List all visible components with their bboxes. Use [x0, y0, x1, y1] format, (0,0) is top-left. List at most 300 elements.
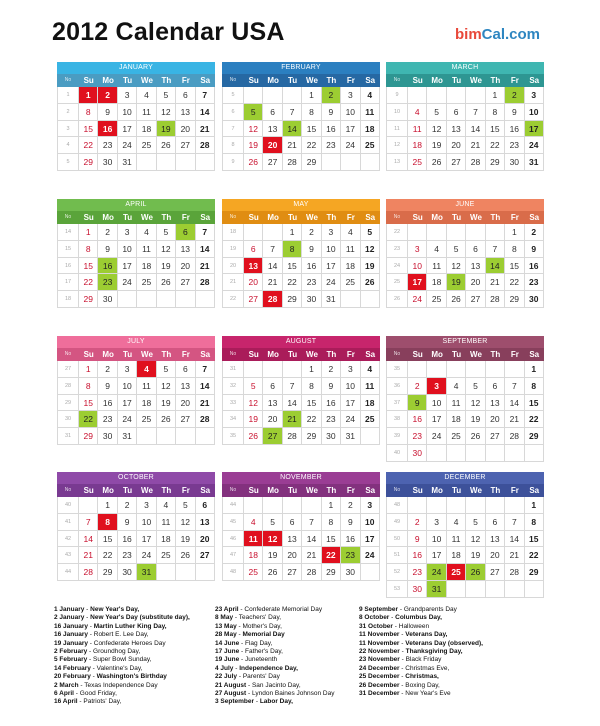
day-cell: 4	[361, 361, 380, 378]
day-cell: 7	[263, 241, 282, 258]
weekday-label: Mo	[267, 76, 279, 85]
holiday-entry: 16 January - Robert E. Lee Day,	[54, 631, 149, 639]
day-cell: 18	[137, 121, 156, 138]
weekday-label: No	[229, 77, 237, 83]
week-number: 5	[57, 154, 79, 171]
weekday-label: Th	[161, 350, 172, 359]
day-cell: 11	[157, 514, 176, 531]
day-cell: 14	[283, 395, 302, 412]
holiday-column	[54, 606, 215, 707]
day-cell: 8	[525, 514, 544, 531]
day-cell: 4	[408, 104, 427, 121]
day-cell: 18	[341, 258, 360, 275]
empty-cell	[137, 428, 156, 445]
day-cell: 13	[486, 531, 505, 548]
empty-cell	[447, 581, 466, 598]
empty-cell	[176, 428, 195, 445]
week-number: 4	[57, 137, 79, 154]
holiday-entry: 9 September - Grandparents Day	[359, 606, 457, 613]
day-cell: 12	[466, 531, 485, 548]
day-cell: 16	[322, 395, 341, 412]
day-cell: 6	[486, 514, 505, 531]
month-title: JULY	[57, 336, 215, 348]
weekday-header	[386, 74, 544, 87]
observance-day-cell: 24	[427, 564, 446, 581]
day-cell: 8	[79, 241, 98, 258]
day-cell: 4	[447, 378, 466, 395]
week-number: 12	[386, 137, 408, 154]
holiday-day-cell: 11	[244, 531, 263, 548]
day-cell: 21	[302, 547, 321, 564]
day-cell: 16	[98, 395, 117, 412]
day-cell: 20	[283, 547, 302, 564]
day-cell: 13	[263, 395, 282, 412]
day-cell: 11	[447, 531, 466, 548]
day-cell: 21	[505, 411, 524, 428]
day-cell: 20	[263, 411, 282, 428]
week-number: 2	[57, 104, 79, 121]
day-cell: 1	[98, 497, 117, 514]
weekday-label: Th	[161, 213, 172, 222]
day-cell: 26	[361, 274, 380, 291]
day-cell: 8	[79, 104, 98, 121]
weekday-label: No	[64, 77, 72, 83]
empty-cell	[196, 154, 215, 171]
day-cell: 7	[196, 87, 215, 104]
holiday-entry: 14 February - Valentine's Day,	[54, 664, 143, 672]
weekday-label: Su	[412, 486, 423, 495]
day-cell: 3	[427, 514, 446, 531]
empty-cell	[466, 497, 485, 514]
day-cell: 19	[157, 395, 176, 412]
month-december	[386, 472, 544, 598]
weekday-label: Fr	[181, 76, 190, 85]
week-number: 51	[386, 547, 408, 564]
day-cell: 5	[361, 224, 380, 241]
holiday-entry: 2 January - New Year's Day (substitute day),	[54, 614, 190, 622]
day-cell: 1	[302, 361, 321, 378]
day-cell: 13	[466, 258, 485, 275]
weekday-label: Mo	[431, 76, 443, 85]
day-cell: 7	[505, 378, 524, 395]
weekday-label: Mo	[267, 350, 279, 359]
weekday-label: Sa	[365, 213, 376, 222]
day-cell: 8	[302, 378, 321, 395]
day-grid	[222, 224, 380, 308]
day-cell: 2	[98, 224, 117, 241]
weekday-label: No	[229, 351, 237, 357]
day-cell: 5	[466, 514, 485, 531]
day-cell: 25	[244, 564, 263, 581]
observance-day-cell: 31	[427, 581, 446, 598]
day-cell: 15	[525, 395, 544, 412]
day-cell: 13	[263, 121, 282, 138]
holiday-entry: 2 February - Groundhog Day,	[54, 648, 141, 656]
day-cell: 15	[79, 258, 98, 275]
empty-cell	[176, 154, 195, 171]
day-cell: 26	[447, 291, 466, 308]
day-cell: 25	[157, 547, 176, 564]
day-cell: 16	[322, 121, 341, 138]
day-cell: 27	[244, 291, 263, 308]
week-number: 42	[57, 531, 79, 548]
day-cell: 9	[118, 514, 137, 531]
logo-part-2: Cal.com	[481, 26, 541, 43]
day-grid	[222, 361, 380, 445]
day-cell: 11	[447, 395, 466, 412]
day-cell: 31	[118, 428, 137, 445]
day-cell: 27	[486, 564, 505, 581]
day-cell: 4	[341, 224, 360, 241]
day-cell: 28	[486, 291, 505, 308]
weekday-label: Th	[326, 486, 337, 495]
day-cell: 12	[466, 395, 485, 412]
day-cell: 26	[157, 411, 176, 428]
week-number: 24	[386, 258, 408, 275]
day-cell: 4	[157, 497, 176, 514]
empty-cell	[157, 291, 176, 308]
day-cell: 3	[118, 224, 137, 241]
empty-cell	[486, 224, 505, 241]
day-cell: 10	[137, 514, 156, 531]
week-number: 5	[222, 87, 244, 104]
day-cell: 23	[505, 137, 524, 154]
day-cell: 17	[118, 121, 137, 138]
week-number: 45	[222, 514, 244, 531]
day-cell: 20	[447, 137, 466, 154]
weekday-label: We	[470, 76, 482, 85]
day-cell: 1	[486, 87, 505, 104]
day-cell: 23	[118, 547, 137, 564]
day-cell: 29	[505, 291, 524, 308]
week-number: 52	[386, 564, 408, 581]
empty-cell	[427, 497, 446, 514]
day-cell: 20	[466, 274, 485, 291]
holiday-entry: 26 December - Boxing Day,	[359, 681, 440, 689]
weekday-header	[222, 74, 380, 87]
day-cell: 12	[244, 121, 263, 138]
day-cell: 8	[79, 378, 98, 395]
day-cell: 19	[263, 547, 282, 564]
day-cell: 30	[408, 445, 427, 462]
weekday-header	[222, 348, 380, 361]
day-cell: 21	[466, 137, 485, 154]
weekday-label: Su	[412, 213, 423, 222]
empty-cell	[486, 445, 505, 462]
weekday-label: Sa	[200, 486, 211, 495]
week-number: 32	[222, 378, 244, 395]
day-cell: 23	[408, 564, 427, 581]
empty-cell	[244, 361, 263, 378]
holiday-entry: 17 June - Father's Day,	[215, 648, 283, 656]
day-cell: 26	[176, 547, 195, 564]
month-september	[386, 336, 544, 462]
week-number: 25	[386, 274, 408, 291]
day-cell: 23	[302, 274, 321, 291]
empty-cell	[283, 87, 302, 104]
day-cell: 2	[322, 361, 341, 378]
day-cell: 22	[525, 411, 544, 428]
day-cell: 6	[466, 241, 485, 258]
empty-cell	[118, 291, 137, 308]
month-title: APRIL	[57, 199, 215, 211]
day-cell: 1	[525, 497, 544, 514]
holiday-day-cell: 2	[98, 87, 117, 104]
day-cell: 17	[118, 258, 137, 275]
day-cell: 18	[157, 531, 176, 548]
day-cell: 10	[341, 378, 360, 395]
day-cell: 9	[98, 104, 117, 121]
day-cell: 20	[196, 531, 215, 548]
day-cell: 6	[176, 87, 195, 104]
weekday-label: We	[141, 76, 153, 85]
observance-day-cell: 19	[157, 121, 176, 138]
weekday-label: Su	[83, 350, 94, 359]
holiday-entry: 21 August - San Jacinto Day,	[215, 681, 301, 689]
holiday-entry: 8 May - Teachers' Day,	[215, 614, 282, 622]
day-cell: 15	[79, 121, 98, 138]
day-cell: 5	[427, 104, 446, 121]
day-cell: 14	[196, 378, 215, 395]
day-cell: 10	[408, 258, 427, 275]
day-cell: 1	[525, 361, 544, 378]
day-cell: 2	[118, 497, 137, 514]
week-number: 48	[222, 564, 244, 581]
holiday-entry: 27 August - Lyndon Baines Johnson Day	[215, 690, 335, 698]
day-cell: 22	[79, 274, 98, 291]
day-cell: 27	[176, 274, 195, 291]
weekday-header	[57, 348, 215, 361]
weekday-header	[386, 484, 544, 497]
day-cell: 21	[263, 274, 282, 291]
day-cell: 4	[137, 87, 156, 104]
day-cell: 17	[361, 531, 380, 548]
observance-day-cell: 26	[466, 564, 485, 581]
weekday-header	[57, 211, 215, 224]
month-january	[57, 62, 215, 171]
weekday-label: Sa	[529, 76, 540, 85]
holiday-entry: 11 November - Veterans Day (observed),	[359, 639, 483, 647]
day-cell: 30	[98, 154, 117, 171]
week-number: 47	[222, 547, 244, 564]
empty-cell	[447, 87, 466, 104]
weekday-label: No	[64, 487, 72, 493]
day-cell: 31	[525, 154, 544, 171]
holiday-entry: 19 June - Juneteenth	[215, 656, 278, 664]
weekday-label: Sa	[200, 76, 211, 85]
week-number: 27	[57, 361, 79, 378]
weekday-label: Mo	[102, 486, 114, 495]
weekday-label: Fr	[510, 213, 519, 222]
day-cell: 2	[408, 378, 427, 395]
day-grid	[222, 497, 380, 581]
weekday-header	[57, 484, 215, 497]
day-cell: 6	[263, 378, 282, 395]
holiday-entry: 16 April - Patriots' Day,	[54, 698, 122, 706]
day-cell: 7	[505, 514, 524, 531]
week-number: 19	[222, 241, 244, 258]
empty-cell	[137, 154, 156, 171]
day-cell: 1	[322, 497, 341, 514]
day-cell: 30	[525, 291, 544, 308]
week-number: 33	[222, 395, 244, 412]
observance-day-cell: 2	[505, 87, 524, 104]
empty-cell	[427, 361, 446, 378]
empty-cell	[263, 224, 282, 241]
day-cell: 14	[263, 258, 282, 275]
day-cell: 31	[118, 154, 137, 171]
weekday-header	[386, 211, 544, 224]
day-cell: 6	[196, 497, 215, 514]
weekday-label: Mo	[267, 213, 279, 222]
day-cell: 26	[157, 274, 176, 291]
weekday-label: Tu	[122, 486, 133, 495]
holiday-day-cell: 3	[427, 378, 446, 395]
holiday-entry: 8 October - Columbus Day,	[359, 614, 442, 622]
empty-cell	[341, 291, 360, 308]
weekday-header	[222, 484, 380, 497]
day-cell: 7	[79, 514, 98, 531]
week-number: 10	[386, 104, 408, 121]
weekday-label: Mo	[102, 213, 114, 222]
day-cell: 9	[408, 531, 427, 548]
day-cell: 8	[525, 378, 544, 395]
weekday-label: We	[141, 486, 153, 495]
day-cell: 6	[263, 104, 282, 121]
day-cell: 20	[486, 547, 505, 564]
weekday-label: We	[141, 213, 153, 222]
weekday-label: Fr	[346, 350, 355, 359]
day-cell: 16	[341, 531, 360, 548]
day-cell: 19	[157, 258, 176, 275]
day-cell: 11	[137, 241, 156, 258]
day-cell: 11	[427, 258, 446, 275]
weekday-label: We	[306, 350, 318, 359]
day-cell: 26	[157, 137, 176, 154]
day-cell: 2	[525, 224, 544, 241]
holiday-entry: 23 November - Black Friday	[359, 656, 442, 664]
weekday-label: No	[393, 351, 401, 357]
day-cell: 30	[302, 291, 321, 308]
observance-day-cell: 14	[486, 258, 505, 275]
weekday-label: Su	[83, 76, 94, 85]
day-cell: 19	[361, 258, 380, 275]
brand-logo[interactable]	[455, 26, 540, 43]
holiday-day-cell: 13	[244, 258, 263, 275]
day-cell: 18	[408, 137, 427, 154]
holiday-column	[215, 606, 359, 707]
day-cell: 28	[79, 564, 98, 581]
day-cell: 13	[176, 104, 195, 121]
day-cell: 3	[525, 87, 544, 104]
day-cell: 6	[176, 361, 195, 378]
empty-cell	[505, 581, 524, 598]
month-title: JANUARY	[57, 62, 215, 74]
empty-cell	[447, 224, 466, 241]
week-number: 40	[57, 497, 79, 514]
day-cell: 5	[244, 378, 263, 395]
day-cell: 1	[505, 224, 524, 241]
day-cell: 20	[176, 258, 195, 275]
day-grid	[386, 224, 544, 308]
day-cell: 29	[283, 291, 302, 308]
week-number: 53	[386, 581, 408, 598]
observance-day-cell: 8	[283, 241, 302, 258]
day-cell: 15	[525, 531, 544, 548]
weekday-label: Fr	[181, 486, 190, 495]
day-cell: 22	[302, 411, 321, 428]
day-cell: 18	[447, 547, 466, 564]
day-cell: 27	[176, 411, 195, 428]
weekday-label: Th	[490, 76, 501, 85]
weekday-label: We	[306, 213, 318, 222]
day-cell: 12	[244, 395, 263, 412]
day-cell: 24	[118, 137, 137, 154]
day-cell: 14	[196, 241, 215, 258]
day-cell: 29	[79, 154, 98, 171]
week-number: 36	[386, 378, 408, 395]
day-cell: 19	[466, 411, 485, 428]
month-title: JUNE	[386, 199, 544, 211]
day-cell: 25	[408, 154, 427, 171]
day-cell: 4	[447, 514, 466, 531]
day-cell: 3	[408, 241, 427, 258]
holiday-day-cell: 17	[408, 274, 427, 291]
day-cell: 3	[361, 497, 380, 514]
day-cell: 30	[98, 428, 117, 445]
observance-day-cell: 21	[283, 411, 302, 428]
day-cell: 19	[244, 411, 263, 428]
weekday-label: Th	[490, 486, 501, 495]
week-number: 28	[57, 378, 79, 395]
empty-cell	[408, 361, 427, 378]
day-cell: 20	[244, 274, 263, 291]
empty-cell	[466, 361, 485, 378]
weekday-label: Su	[248, 213, 259, 222]
day-cell: 3	[341, 361, 360, 378]
day-cell: 26	[244, 154, 263, 171]
day-cell: 10	[341, 104, 360, 121]
weekday-label: Fr	[346, 76, 355, 85]
day-cell: 22	[525, 547, 544, 564]
day-grid	[386, 87, 544, 171]
day-cell: 19	[466, 547, 485, 564]
weekday-label: No	[229, 487, 237, 493]
day-cell: 21	[196, 121, 215, 138]
day-cell: 27	[263, 154, 282, 171]
day-cell: 9	[525, 241, 544, 258]
day-cell: 21	[196, 395, 215, 412]
day-cell: 29	[525, 428, 544, 445]
week-number: 41	[57, 514, 79, 531]
week-number: 31	[222, 361, 244, 378]
empty-cell	[447, 497, 466, 514]
month-october	[57, 472, 215, 581]
day-cell: 20	[176, 121, 195, 138]
holiday-entry: 23 April - Confederate Memorial Day	[215, 606, 323, 613]
week-number: 16	[57, 258, 79, 275]
day-cell: 30	[118, 564, 137, 581]
empty-cell	[408, 87, 427, 104]
day-cell: 29	[98, 564, 117, 581]
holiday-entry: 22 November - Thanksgiving Day,	[359, 648, 463, 656]
holiday-entry: 5 February - Super Bowl Sunday,	[54, 656, 152, 664]
weekday-label: Sa	[529, 486, 540, 495]
holiday-day-cell: 25	[447, 564, 466, 581]
day-cell: 29	[79, 291, 98, 308]
day-cell: 12	[157, 241, 176, 258]
day-cell: 27	[196, 547, 215, 564]
